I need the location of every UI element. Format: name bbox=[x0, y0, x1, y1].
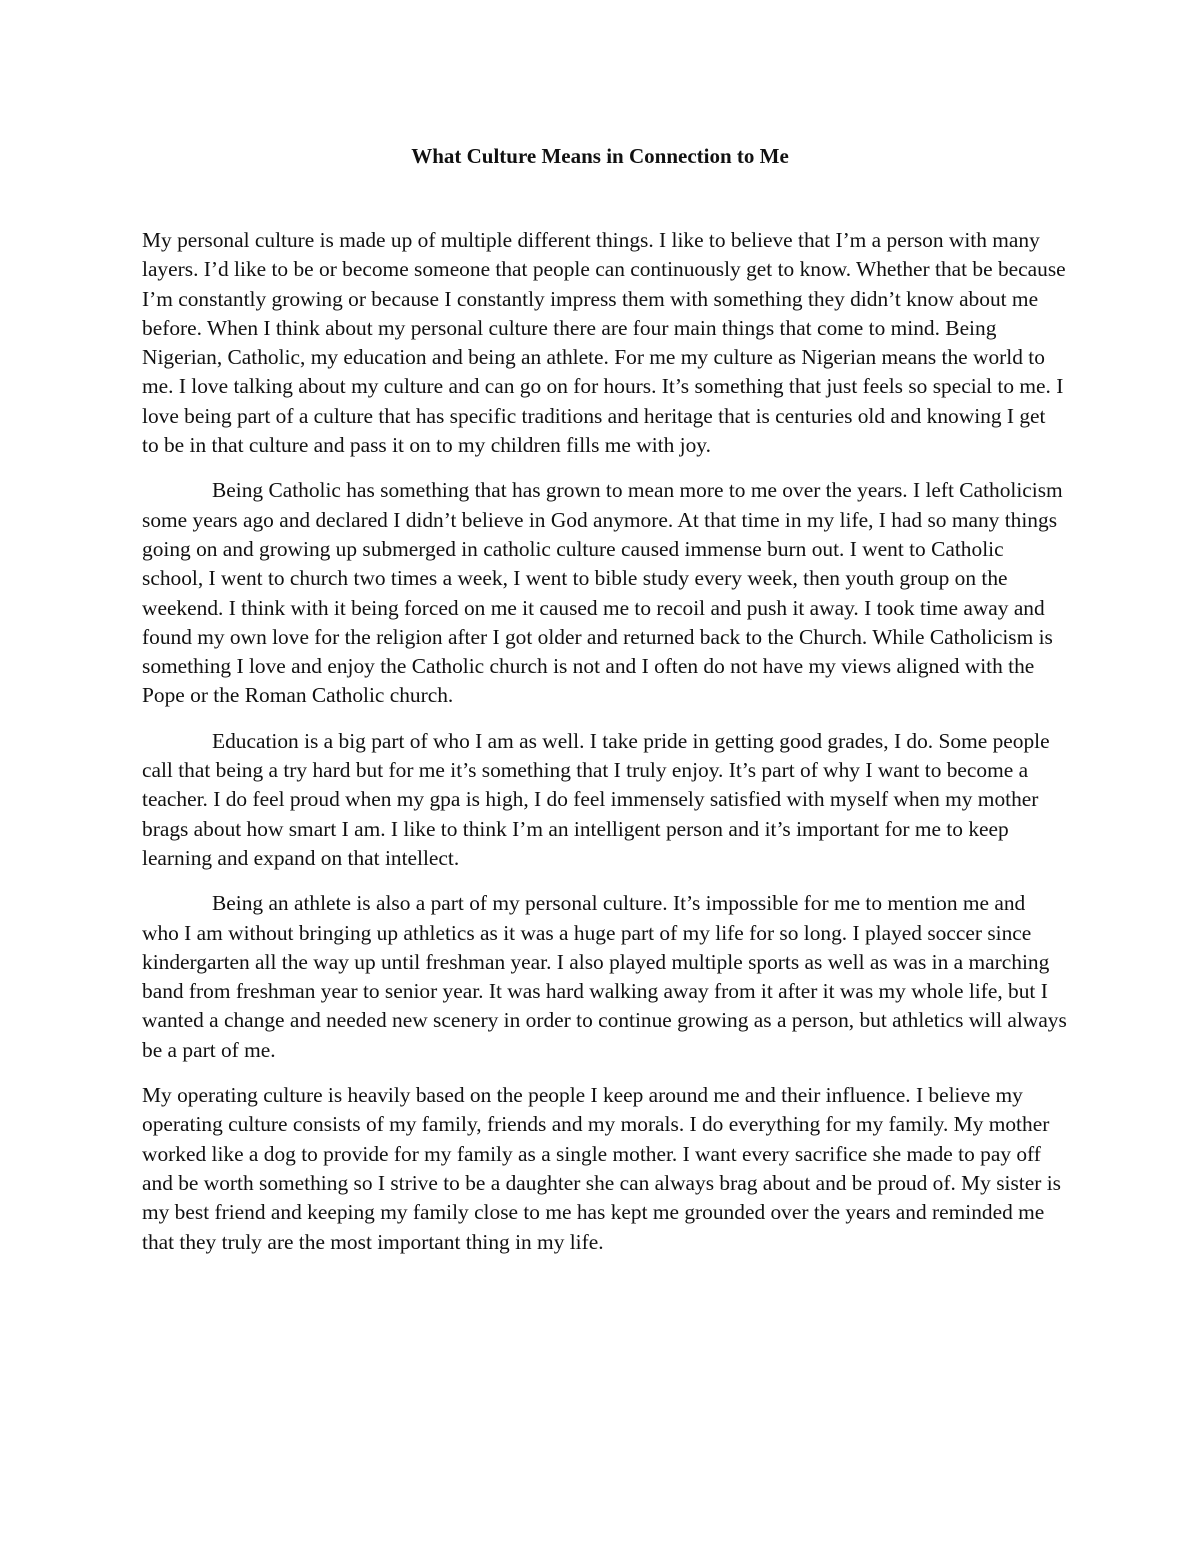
document-title: What Culture Means in Connection to Me bbox=[411, 144, 789, 168]
paragraph-athlete: Being an athlete is also a part of my personal culture. It’s impossible for me to mention me and who I am without bringing up athletics as it was a huge part of my life for so long. I played soccer since kindergarten all the way up until freshman year. I also played multiple sports as well as was in a marching band from freshman year to senior year. It was hard walking away from it after it was my whole life, but I wanted a change and needed new scenery in order to continue growing as a person, but athletics will always be a part of me. bbox=[142, 891, 1067, 1062]
paragraph-education: Education is a big part of who I am as well. I take pride in getting good grades, I do. Some people call that being a try hard but for me it’s something that I truly enjoy. It’s part of why I want to become a teacher. I do feel proud when my gpa is high, I do feel immensely satisfied with myself when my mother brags about how smart I am. I like to think I’m an intelligent person and it’s important for me to keep learning and expand on that intellect. bbox=[142, 728, 1050, 870]
paragraph-operating-culture: My operating culture is heavily based on the people I keep around me and their influence. I believe my operating culture consists of my family, friends and my morals. I do everything for my family. My mother worked like a dog to provide for my family as a single mother. I want every sacrifice she made to pay off and be worth something so I strive to be a daughter she can always brag about and be proud of. My sister is my best friend and keeping my family close to me has kept me grounded over the years and reminded me that they truly are the most important thing in my life. bbox=[142, 1083, 1061, 1254]
document-body bbox=[142, 226, 1067, 1273]
paragraph-personal-culture: My personal culture is made up of multiple different things. I like to believe that I’m a person with many layers. I’d like to be or become someone that people can continuously get to know. Whether that be because I’m constantly growing or because I constantly impress them with something they didn’t know about me before. When I think about my personal culture there are four main things that come to mind. Being Nigerian, Catholic, my education and being an athlete. For me my culture as Nigerian means the world to me. I love talking about my culture and can go on for hours. It’s something that just feels so special to me. I love being part of a culture that has specific traditions and heritage that is centuries old and knowing I get to be in that culture and pass it on to my children fills me with joy. bbox=[142, 228, 1066, 458]
paragraph-catholic: Being Catholic has something that has grown to mean more to me over the years. I left Catholicism some years ago and declared I didn’t believe in God anymore. At that time in my life, I had so many things going on and growing up submerged in catholic culture caused immense burn out. I went to Catholic school, I went to church two times a week, I went to bible study every week, then youth group on the weekend. I think with it being forced on me it caused me to recoil and push it away. I took time away and found my own love for the religion after I got older and returned back to the Church. While Catholicism is something I love and enjoy the Catholic church is not and I often do not have my views aligned with the Pope or the Roman Catholic church. bbox=[142, 478, 1063, 708]
